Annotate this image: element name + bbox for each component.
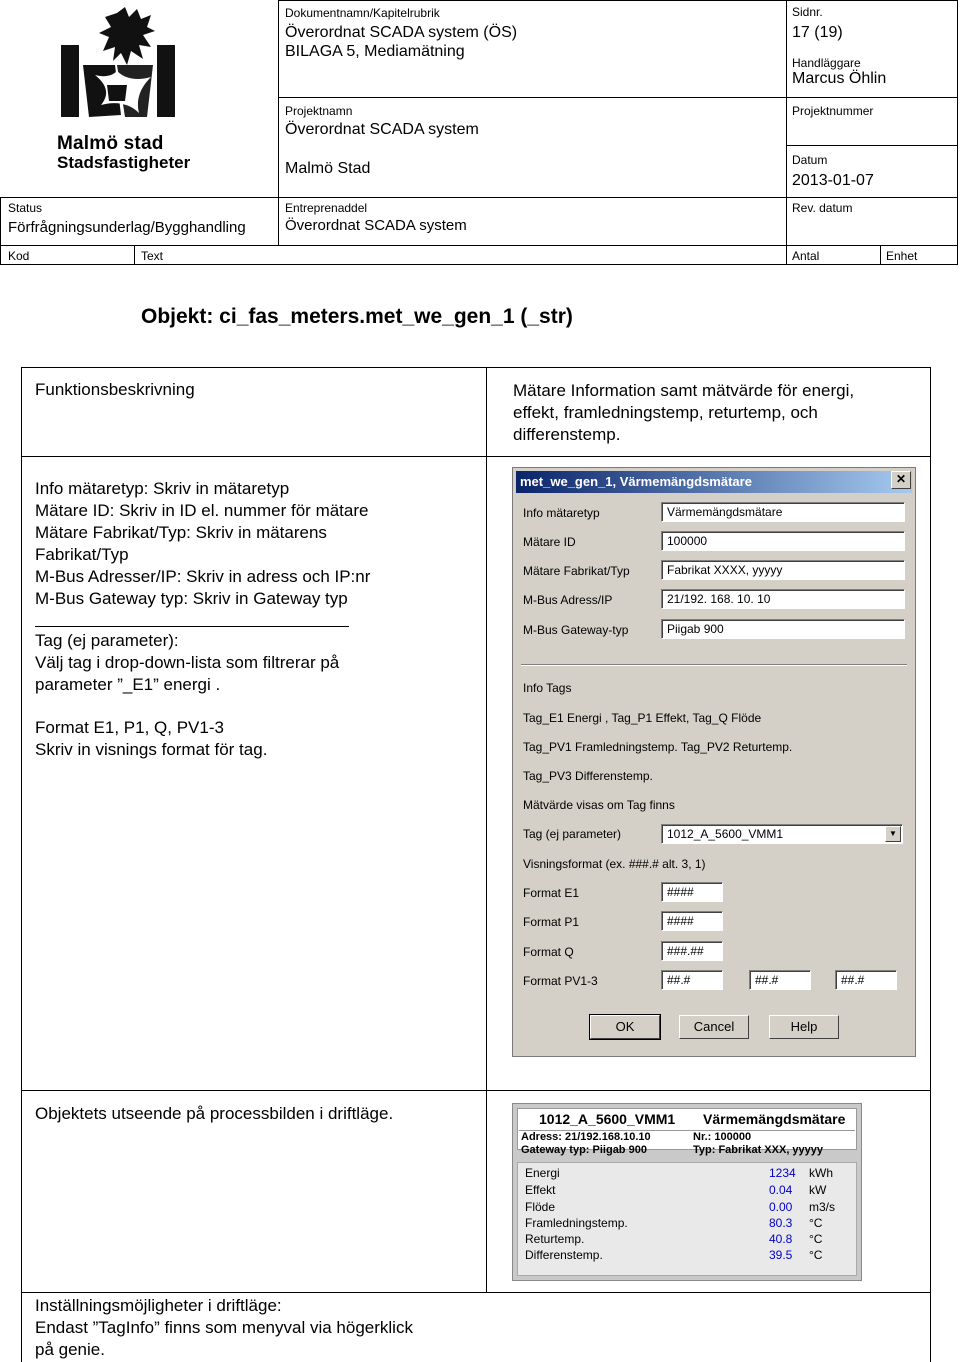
tag-select[interactable] bbox=[661, 824, 903, 844]
field-label: Mätare ID bbox=[523, 535, 576, 549]
info-matartyp-input[interactable]: Värmemängdsmätare bbox=[661, 502, 905, 522]
funktion-line: differenstemp. bbox=[513, 425, 621, 444]
format-label: Format E1 bbox=[523, 886, 580, 900]
info-line: M-Bus Gateway typ: Skriv in Gateway typ bbox=[35, 589, 348, 608]
status-value: Förfrågningsunderlag/Bygghandling bbox=[8, 219, 246, 236]
row-unit: kW bbox=[809, 1183, 827, 1197]
process-type: Värmemängdsmätare bbox=[703, 1111, 846, 1127]
projektnummer-label: Projektnummer bbox=[792, 104, 874, 118]
close-icon[interactable]: ✕ bbox=[891, 471, 911, 489]
info-tags-label: Info Tags bbox=[523, 681, 572, 695]
info-line: Fabrikat/Typ bbox=[35, 545, 129, 564]
matvarde-label: Mätvärde visas om Tag finns bbox=[523, 798, 675, 812]
install-line: Endast ”TagInfo” finns som menyval via högerklick bbox=[35, 1318, 413, 1337]
info-tags-line: Tag_E1 Energi , Tag_P1 Effekt, Tag_Q Flöde bbox=[523, 711, 762, 725]
format-p1-input[interactable]: #### bbox=[661, 911, 723, 931]
row-value: 40.8 bbox=[769, 1232, 793, 1246]
format-pv2-input[interactable]: ##.# bbox=[749, 970, 811, 990]
field-label: Mätare Fabrikat/Typ bbox=[523, 564, 630, 578]
format-label: Format P1 bbox=[523, 915, 580, 929]
col-text: Text bbox=[141, 249, 164, 263]
field-label: Info mätaretyp bbox=[523, 506, 600, 520]
row-value: 0.00 bbox=[769, 1200, 793, 1214]
process-tag: 1012_A_5600_VMM1 bbox=[539, 1111, 676, 1127]
row-name: Flöde bbox=[525, 1200, 556, 1214]
info-description bbox=[35, 478, 475, 610]
tag-description bbox=[35, 630, 339, 696]
sidnr-label: Sidnr. bbox=[792, 5, 823, 19]
funktion-line: Mätare Information samt mätvärde för energi, bbox=[513, 381, 855, 400]
row-name: Framledningstemp. bbox=[525, 1216, 628, 1230]
sidnr-value: 17 (19) bbox=[792, 24, 843, 41]
doc-title-line2: BILAGA 5, Mediamätning bbox=[285, 43, 465, 60]
info-tags-line: Tag_PV1 Framledningstemp. Tag_PV2 Returtemp. bbox=[523, 740, 793, 754]
install-description bbox=[35, 1295, 413, 1361]
cancel-button[interactable]: Cancel bbox=[679, 1015, 749, 1039]
format-line: Skriv in visnings format för tag. bbox=[35, 740, 268, 759]
col-kod: Kod bbox=[8, 249, 30, 263]
tag-line: parameter ”_E1” energi . bbox=[35, 675, 221, 694]
status-label: Status bbox=[8, 201, 43, 215]
row-name: Effekt bbox=[525, 1183, 556, 1197]
handlaggare-value: Marcus Öhlin bbox=[792, 70, 887, 87]
doc-label: Dokumentnamn/Kapitelrubrik bbox=[285, 6, 440, 20]
entreprenaddel-value: Överordnat SCADA system bbox=[285, 217, 467, 234]
process-adress: Adress: 21/192.168.10.10 bbox=[521, 1131, 651, 1143]
col-antal: Antal bbox=[792, 249, 820, 263]
help-button[interactable]: Help bbox=[769, 1015, 839, 1039]
matare-id-input[interactable]: 100000 bbox=[661, 531, 905, 551]
format-heading: Format E1, P1, Q, PV1-3 bbox=[35, 718, 224, 737]
row-unit: °C bbox=[809, 1232, 823, 1246]
tag-line: Välj tag i drop-down-lista som filtrerar på bbox=[35, 653, 340, 672]
info-line: Mätare Fabrikat/Typ: Skriv in mätarens bbox=[35, 523, 327, 542]
projektnamn-value: Överordnat SCADA system bbox=[285, 121, 479, 138]
process-gateway: Gateway typ: Piigab 900 bbox=[521, 1144, 647, 1156]
row-name: Returtemp. bbox=[525, 1232, 585, 1246]
logo-line1: Malmö stad bbox=[57, 133, 164, 154]
malmo-stad-logo bbox=[55, 5, 215, 175]
field-label: M-Bus Gateway-typ bbox=[523, 623, 629, 637]
funktion-line: effekt, framledningstemp, returtemp, och bbox=[513, 403, 818, 422]
logo-line2: Stadsfastigheter bbox=[57, 153, 191, 172]
field-label: M-Bus Adress/IP bbox=[523, 593, 613, 607]
info-line: M-Bus Adresser/IP: Skriv in adress och IP:nr bbox=[35, 567, 371, 586]
info-line: Mätare ID: Skriv in ID el. nummer för mätare bbox=[35, 501, 369, 520]
funktion-text bbox=[513, 380, 854, 446]
dialog-title: met_we_gen_1, Värmemängdsmätare bbox=[516, 471, 912, 493]
format-pv3-input[interactable]: ##.# bbox=[835, 970, 897, 990]
row-unit: °C bbox=[809, 1216, 823, 1230]
col-enhet: Enhet bbox=[886, 249, 918, 263]
object-title: Objekt: ci_fas_meters.met_we_gen_1 (_str) bbox=[141, 305, 573, 328]
handlaggare-label: Handläggare bbox=[792, 56, 861, 70]
row-name: Energi bbox=[525, 1166, 560, 1180]
info-tags-line: Tag_PV3 Differenstemp. bbox=[523, 769, 653, 783]
row-value: 1234 bbox=[769, 1166, 796, 1180]
row-unit: kWh bbox=[809, 1166, 833, 1180]
format-label: Format Q bbox=[523, 945, 574, 959]
format-description bbox=[35, 717, 267, 761]
format-q-input[interactable]: ###.## bbox=[661, 941, 723, 961]
install-heading: Inställningsmöjligheter i driftläge: bbox=[35, 1296, 282, 1315]
row-unit: m3/s bbox=[809, 1200, 836, 1214]
row-value: 80.3 bbox=[769, 1216, 793, 1230]
tag-label: Tag (ej parameter) bbox=[523, 827, 622, 841]
matare-fabrikat-input[interactable]: Fabrikat XXXX, yyyyy bbox=[661, 560, 905, 580]
tag-heading: Tag (ej parameter): bbox=[35, 631, 179, 650]
malmo-stad-text: Malmö Stad bbox=[285, 160, 371, 177]
row-value: 0.04 bbox=[769, 1183, 793, 1197]
objekt-text: Objektets utseende på processbilden i driftläge. bbox=[35, 1104, 394, 1123]
divider-line bbox=[35, 626, 349, 627]
process-object[interactable] bbox=[512, 1103, 862, 1281]
projektnamn-label: Projektnamn bbox=[285, 104, 353, 118]
griffin-emblem-icon bbox=[55, 5, 215, 130]
separator bbox=[521, 664, 907, 666]
mbus-gateway-input[interactable]: Piigab 900 bbox=[661, 619, 905, 639]
install-line: på genie. bbox=[35, 1340, 105, 1359]
format-e1-input[interactable]: #### bbox=[661, 882, 723, 902]
format-pv1-input[interactable]: ##.# bbox=[661, 970, 723, 990]
entreprenaddel-label: Entreprenaddel bbox=[285, 201, 368, 215]
process-nr: Nr.: 100000 bbox=[693, 1131, 752, 1143]
datum-value: 2013-01-07 bbox=[792, 172, 874, 189]
ok-button[interactable]: OK bbox=[590, 1015, 660, 1039]
process-typ: Typ: Fabrikat XXX, yyyyy bbox=[693, 1144, 824, 1156]
datum-label: Datum bbox=[792, 153, 828, 167]
doc-title-line1: Överordnat SCADA system (ÖS) bbox=[285, 24, 518, 41]
row-value: 39.5 bbox=[769, 1248, 793, 1262]
tag-select-value: 1012_A_5600_VMM1 bbox=[667, 827, 784, 841]
format-label: Format PV1-3 bbox=[523, 974, 598, 988]
info-line: Info mätaretyp: Skriv in mätaretyp bbox=[35, 479, 290, 498]
revdatum-label: Rev. datum bbox=[792, 201, 853, 215]
visningsformat-label: Visningsformat (ex. ###.# alt. 3, 1) bbox=[523, 857, 706, 871]
funktion-label: Funktionsbeskrivning bbox=[35, 380, 195, 399]
row-unit: °C bbox=[809, 1248, 823, 1262]
chevron-down-icon[interactable]: ▼ bbox=[885, 826, 901, 842]
row-name: Differenstemp. bbox=[525, 1248, 603, 1262]
settings-dialog bbox=[512, 467, 916, 1057]
mbus-adress-input[interactable]: 21/192. 168. 10. 10 bbox=[661, 589, 905, 609]
